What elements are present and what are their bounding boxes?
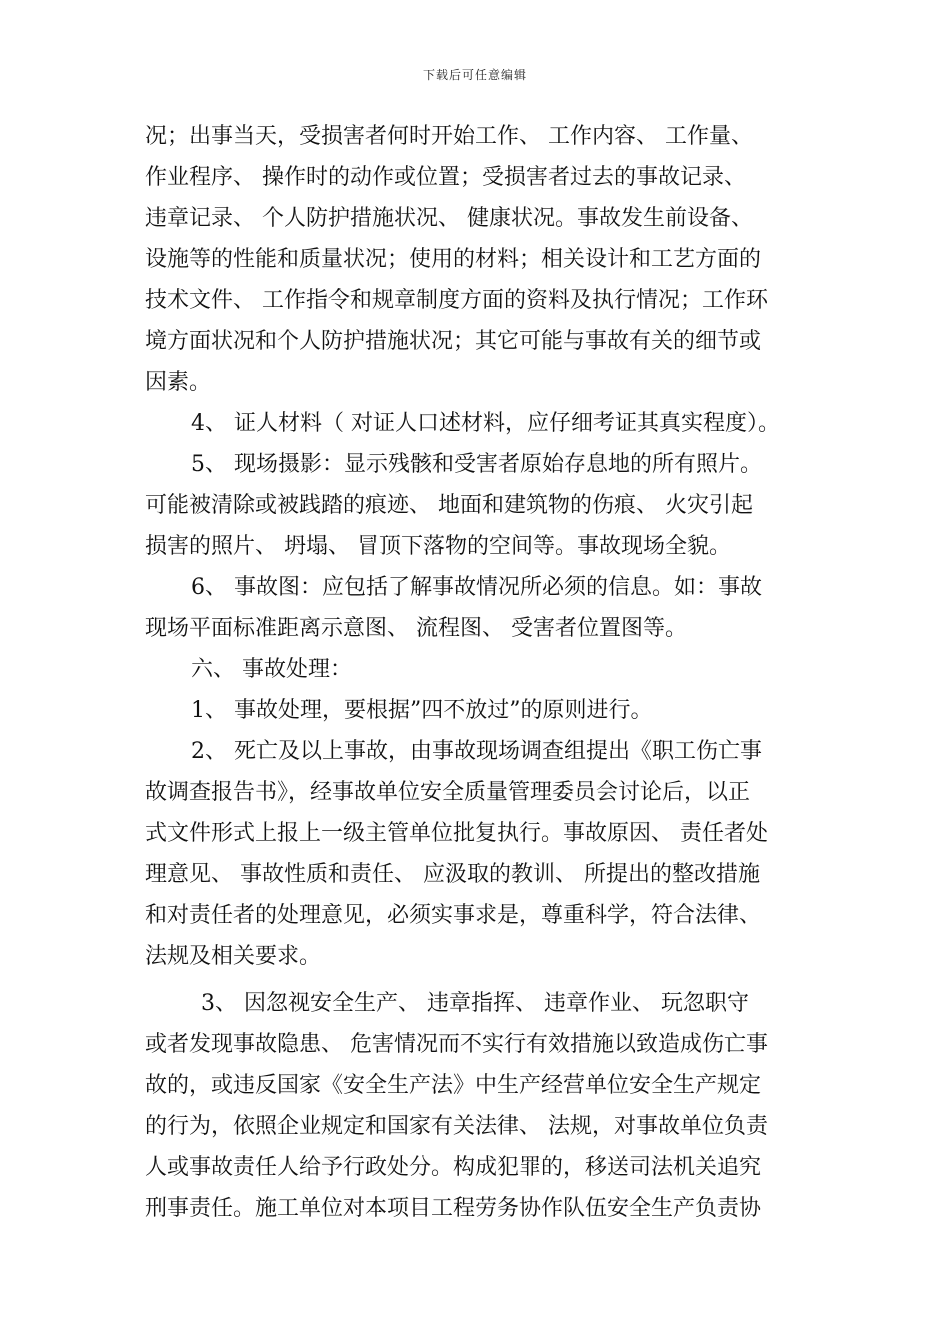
paragraph-start-line: 6、 事故图：应包括了解事故情况所必须的信息。如：事故 [191,575,762,600]
paragraph-start-line: 3、 因忽视安全生产、 违章指挥、 违章作业、 玩忽职守 [201,991,749,1016]
text-line: 人或事故责任人给予行政处分。构成犯罪的，移送司法机关追究 [145,1155,762,1180]
text-line: 故的，或违反国家《安全生产法》中生产经营单位安全生产规定 [145,1073,762,1098]
text-line: 损害的照片、 坍塌、 冒顶下落物的空间等。事故现场全貌。 [145,534,731,559]
text-line: 理意见、 事故性质和责任、 应汲取的教训、 所提出的整改措施 [145,862,760,887]
text-line: 法规及相关要求。 [145,944,322,969]
text-line: 况；出事当天，受损害者何时开始工作、 工作内容、 工作量、 [145,124,753,149]
text-line: 刑事责任。施工单位对本项目工程劳务协作队伍安全生产负责协 [145,1196,762,1221]
text-line: 违章记录、 个人防护措施状况、 健康状况。事故发生前设备、 [145,206,753,231]
text-line: 式文件形式上报上一级主管单位批复执行。事故原因、 责任者处 [145,821,768,846]
text-line: 技术文件、 工作指令和规章制度方面的资料及执行情况；工作环 [145,288,768,313]
text-line: 可能被清除或被践踏的痕迹、 地面和建筑物的伤痕、 火灾引起 [145,493,753,518]
paragraph-start-line: 4、 证人材料（ 对证人口述材料，应仔细考证其真实程度）。 [191,411,780,436]
section-heading: 六、 事故处理： [191,657,352,682]
text-line: 的行为，依照企业规定和国家有关法律、 法规，对事故单位负责 [145,1114,768,1139]
text-line: 设施等的性能和质量状况；使用的材料；相关设计和工艺方面的 [145,247,762,272]
text-line: 故调查报告书》，经事故单位安全质量管理委员会讨论后，以正 [145,780,751,805]
text-line: 作业程序、 操作时的动作或位置；受损害者过去的事故记录、 [145,165,746,190]
text-line: 境方面状况和个人防护措施状况；其它可能与事故有关的细节或 [145,329,762,354]
text-line: 和对责任者的处理意见，必须实事求是，尊重科学，符合法律、 [145,903,762,928]
text-line: 或者发现事故隐患、 危害情况而不实行有效措施以致造成伤亡事 [145,1032,768,1057]
page-header: 下载后可任意编辑 [422,68,527,82]
paragraph-start-line: 1、 事故处理，要根据”四不放过”的原则进行。 [191,698,653,723]
text-line: 现场平面标准距离示意图、 流程图、 受害者位置图等。 [145,616,687,641]
paragraph-start-line: 2、 死亡及以上事故，由事故现场调查组提出《职工伤亡事 [191,739,762,764]
paragraph-start-line: 5、 现场摄影：显示残骸和受害者原始存息地的所有照片。 [191,452,762,477]
document-body [145,116,810,1229]
text-line: 因素。 [145,370,212,395]
